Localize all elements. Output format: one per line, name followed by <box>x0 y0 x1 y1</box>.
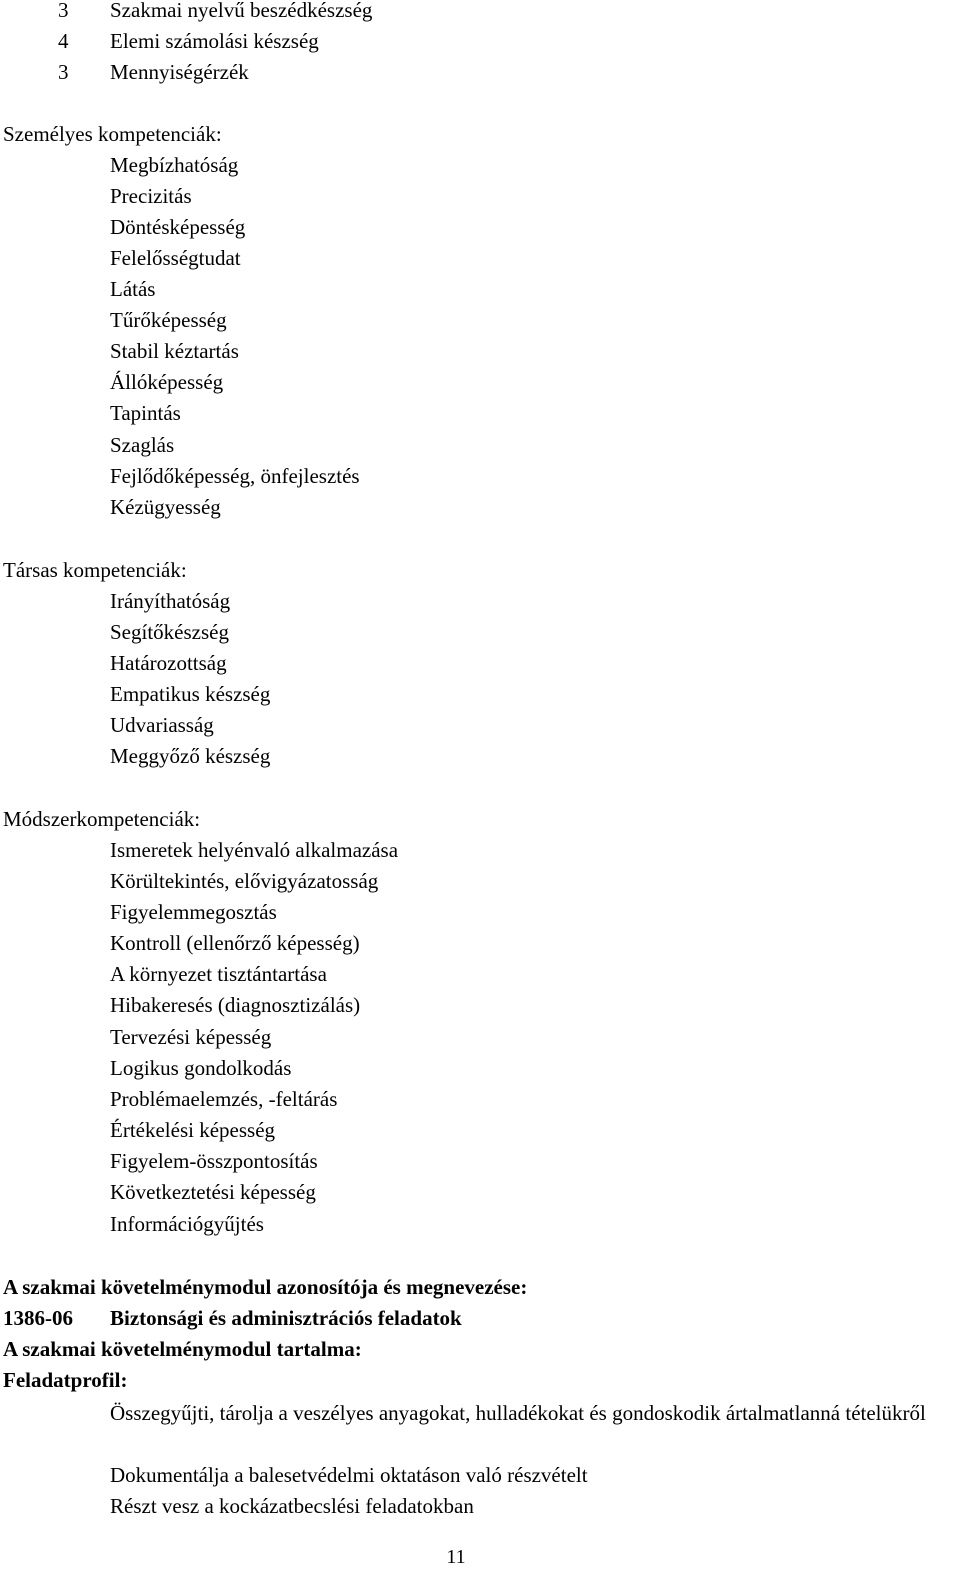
list-item-label: Irányíthatóság <box>110 589 231 613</box>
list-item-label: Szaglás <box>110 433 175 457</box>
skill-name: Elemi számolási készség <box>110 29 319 53</box>
list-item-label: Problémaelemzés, -feltárás <box>110 1087 338 1111</box>
list-item-label: Segítőkészség <box>110 620 229 644</box>
list-item-label: Hibakeresés (diagnosztizálás) <box>110 993 361 1017</box>
task-item: Összegyűjti, tárolja a veszélyes anyagokat, hulladékokat és gondoskodik ártalmatlanná tételükről <box>110 1401 926 1425</box>
list-item-label: Fejlődőképesség, önfejlesztés <box>110 464 360 488</box>
list-item-label: Udvariasság <box>110 713 214 737</box>
list-item-label: Figyelem-összpontosítás <box>110 1149 318 1173</box>
profile-heading-label: Feladatprofil: <box>3 1368 128 1392</box>
list-item-label: Precizitás <box>110 184 192 208</box>
list-item-label: Tervezési képesség <box>110 1025 272 1049</box>
list-item-label: Meggyőző készség <box>110 744 271 768</box>
section-heading-label: Módszerkompetenciák: <box>3 807 201 831</box>
list-item-label: Megbízhatóság <box>110 153 239 177</box>
module-name: Biztonsági és adminisztrációs feladatok <box>110 1306 462 1330</box>
list-item-label: Információgyűjtés <box>110 1212 264 1236</box>
module-content-heading-label: A szakmai követelménymodul tartalma: <box>3 1337 362 1361</box>
module-code: 1386-06 <box>3 1306 73 1330</box>
skill-name: Mennyiségérzék <box>110 60 249 84</box>
task-item-label: Dokumentálja a balesetvédelmi oktatáson való részvételt <box>110 1463 588 1487</box>
list-item-label: Kontroll (ellenőrző képesség) <box>110 931 360 955</box>
list-item-label: A környezet tisztántartása <box>110 962 327 986</box>
list-item-label: Figyelemmegosztás <box>110 900 277 924</box>
page-number: 11 <box>446 1546 466 1568</box>
list-item-label: Következtetési képesség <box>110 1180 316 1204</box>
list-item-label: Logikus gondolkodás <box>110 1056 292 1080</box>
list-item-label: Ismeretek helyénvaló alkalmazása <box>110 838 399 862</box>
skill-name: Szakmai nyelvű beszédkészség <box>110 0 373 22</box>
list-item-label: Körültekintés, elővigyázatosság <box>110 869 379 893</box>
list-item-label: Tűrőképesség <box>110 308 227 332</box>
list-item-label: Tapintás <box>110 401 181 425</box>
list-item-label: Felelősségtudat <box>110 246 241 270</box>
list-item-label: Kézügyesség <box>110 495 221 519</box>
list-item-label: Állóképesség <box>110 370 224 394</box>
list-item-label: Döntésképesség <box>110 215 246 239</box>
list-item-label: Empatikus készség <box>110 682 271 706</box>
list-item-label: Határozottság <box>110 651 227 675</box>
list-item-label: Értékelési képesség <box>110 1118 276 1142</box>
module-id-heading-label: A szakmai követelménymodul azonosítója és megnevezése: <box>3 1275 528 1299</box>
skill-level: 3 <box>58 0 69 22</box>
skill-level: 4 <box>58 29 69 53</box>
section-heading-label: Személyes kompetenciák: <box>3 122 222 146</box>
list-item-label: Látás <box>110 277 156 301</box>
section-heading-label: Társas kompetenciák: <box>3 558 187 582</box>
list-item-label: Stabil kéztartás <box>110 339 239 363</box>
skill-level: 3 <box>58 60 69 84</box>
task-item-label: Részt vesz a kockázatbecslési feladatokban <box>110 1494 474 1518</box>
